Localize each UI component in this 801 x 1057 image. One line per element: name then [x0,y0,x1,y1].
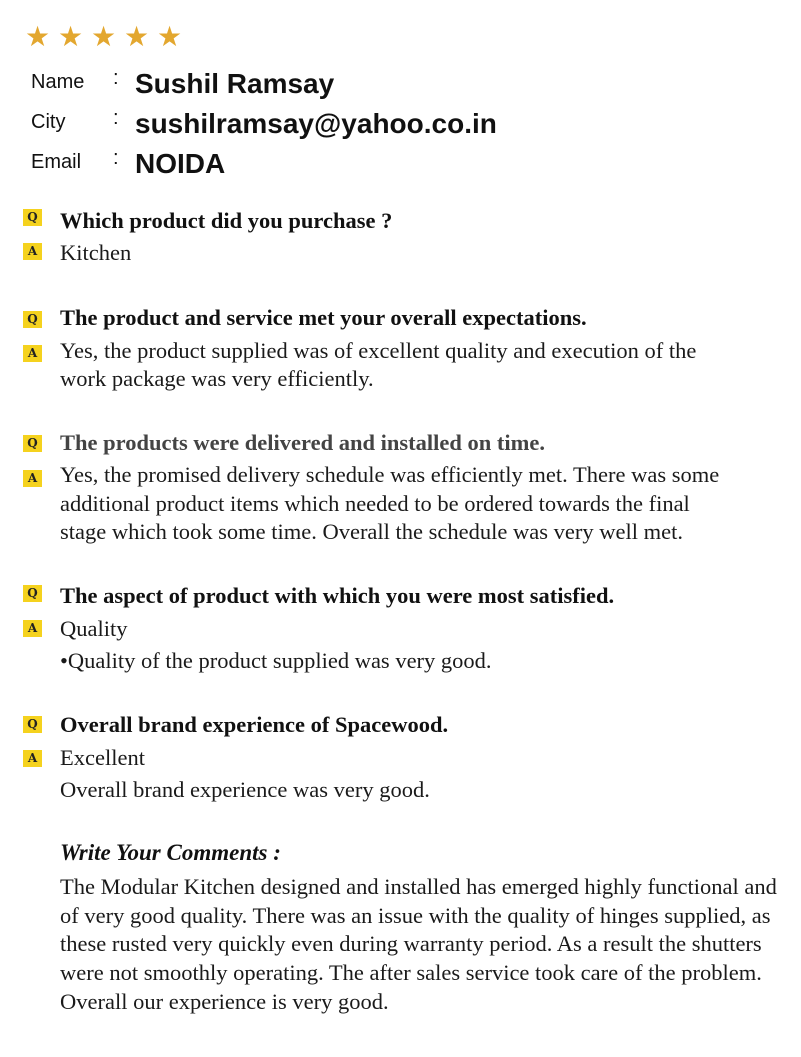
answer-badge-icon: A [23,470,42,487]
email-value: NOIDA [135,148,226,179]
answer-3-line-1: Yes, the promised delivery schedule was efficiently met. There was some [60,462,720,487]
answer-1-line-1: Kitchen [60,240,132,265]
email-row [31,144,497,184]
question-badge-icon: Q [23,311,42,328]
email-label: Email [31,150,82,173]
comments-heading: Write Your Comments : [60,840,281,865]
answer-4-line-1: Quality [60,616,128,641]
answer-badge-icon: A [23,750,42,767]
answer-2-line-2: work package was very efficiently. [60,366,374,391]
question-badge-icon: Q [23,716,42,733]
rating-stars [24,18,183,56]
customer-info [31,64,497,184]
question-4: The aspect of product with which you were most satisfied. [60,583,615,608]
star-icon: ★ [24,20,51,53]
answer-badge-icon: A [23,243,42,260]
city-separator: : [113,106,119,129]
name-value: Sushil Ramsay [135,68,335,99]
star-icon: ★ [57,20,84,53]
star-icon: ★ [156,20,183,53]
question-badge-icon: Q [23,435,42,452]
city-value: sushilramsay@yahoo.co.in [135,108,497,139]
answer-badge-icon: A [23,620,42,637]
question-3: The products were delivered and installed on time. [60,430,546,455]
question-badge-icon: Q [23,209,42,226]
answer-5-line-2: Overall brand experience was very good. [60,777,430,802]
name-row [31,64,497,104]
name-label: Name [31,70,85,93]
name-separator: : [113,66,119,89]
question-5: Overall brand experience of Spacewood. [60,712,449,737]
city-row [31,104,497,144]
answer-4-line-2: •Quality of the product supplied was very good. [60,648,492,673]
question-1: Which product did you purchase ? [60,208,393,233]
answer-3-line-2: additional product items which needed to be ordered towards the final [60,491,690,516]
answer-badge-icon: A [23,345,42,362]
answer-2-line-1: Yes, the product supplied was of excellent quality and execution of the [60,338,697,363]
question-2: The product and service met your overall expectations. [60,305,587,330]
star-icon: ★ [123,20,150,53]
comments-body: The Modular Kitchen designed and installed has emerged highly functional and of very good quality. There was an issue with the quality of hinges supplied, as these rusted very quickly even during warranty period. As a result the shutters were not smoothly operating. The after sales service took care of the problem. Overall our experience is very good. [60,874,777,1014]
answer-5-line-1: Excellent [60,745,145,770]
star-icon: ★ [90,20,117,53]
question-badge-icon: Q [23,585,42,602]
city-label: City [31,110,66,133]
answer-3-line-3: stage which took some time. Overall the schedule was very well met. [60,519,683,544]
email-separator: : [113,146,119,169]
